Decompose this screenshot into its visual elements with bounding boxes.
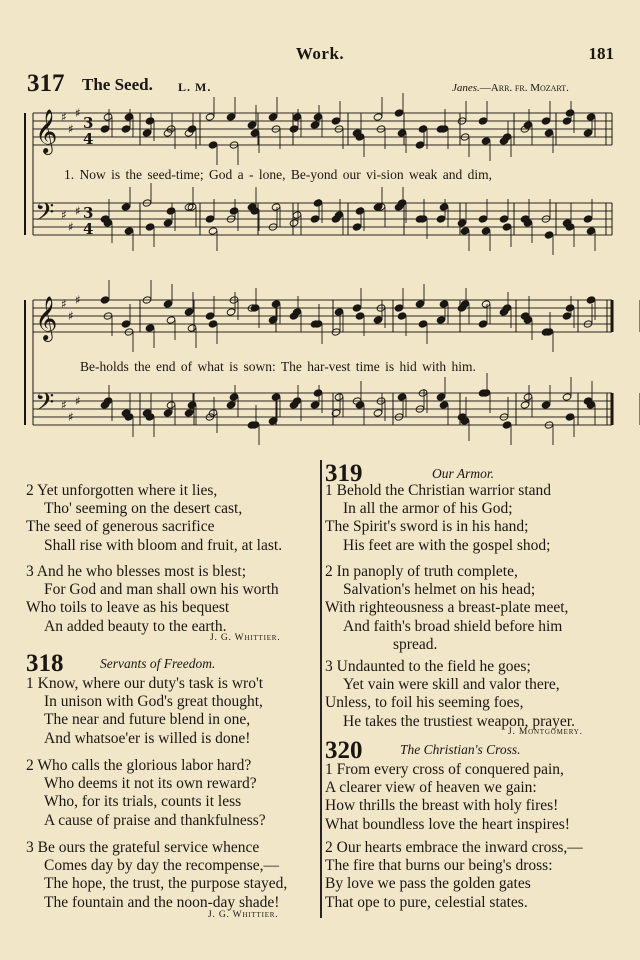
note-head: [541, 401, 551, 409]
verse-line: He takes the trustiest weapon, prayer.: [343, 712, 575, 730]
verse-line: The Spirit's sword is in his hand;: [325, 518, 529, 536]
page-number: 181: [588, 44, 614, 63]
verse-line: Tho' seeming on the desert cast,: [44, 500, 243, 518]
verse-line: The seed of generous sacrifice: [26, 518, 215, 536]
note-head: [373, 113, 383, 121]
hymn-317-number: 317: [27, 70, 65, 97]
note-head: [145, 117, 155, 125]
note-head: [121, 125, 131, 133]
verse-line: Who toils to leave as his bequest: [26, 599, 230, 617]
note-head: [334, 393, 344, 401]
note-head: [163, 300, 173, 308]
verse-line: 1 Know, where our duty's task is wro't: [26, 675, 264, 692]
verse-line: And whatsoe'er is willed is done!: [44, 729, 251, 747]
verse-line: 2 Who calls the glorious labor hard?: [26, 757, 252, 774]
note-head: [415, 141, 425, 149]
verse-line: The fire that burns our being's dross:: [325, 857, 553, 875]
note-head: [121, 320, 131, 328]
verse-line: Who, for its trials, counts it less: [44, 793, 242, 811]
note-head: [355, 401, 365, 409]
note-head: [334, 308, 344, 316]
note-head: [352, 223, 362, 231]
verse-line: spread.: [393, 635, 438, 653]
note-head: [352, 304, 362, 312]
note-head: [544, 129, 554, 137]
note-head: [184, 308, 194, 316]
sharp-icon: ♯: [75, 293, 81, 307]
note-head: [187, 401, 197, 409]
note-head: [586, 227, 596, 235]
note-head: [523, 393, 533, 401]
bass-clef-icon: 𝄢: [35, 198, 55, 233]
verse-line: His feet are with the gospel shod;: [343, 536, 551, 554]
note-head: [583, 215, 593, 223]
note-head: [205, 113, 215, 121]
note-head: [103, 113, 113, 121]
sharp-icon: ♯: [75, 394, 81, 408]
sharp-icon: ♯: [68, 220, 74, 234]
verse-line: 2 In panoply of truth complete,: [325, 563, 518, 580]
note-head: [478, 117, 488, 125]
note-head: [562, 312, 572, 320]
column-divider: [320, 460, 322, 918]
verse-line: 3 Undaunted to the field he goes;: [325, 658, 531, 675]
note-head: [292, 308, 302, 316]
note-head: [313, 389, 323, 397]
hymn-317-lyric-line-1: 1. Now is the seed-time; God a - lone, Be-yond our vi-sion weak and dim,: [64, 167, 493, 182]
note-head: [562, 393, 572, 401]
note-head: [502, 133, 512, 141]
bar-lines: [25, 113, 640, 425]
sharp-icon: ♯: [75, 106, 81, 120]
note-head: [520, 401, 530, 409]
verse-line: Yet vain were skill and valor there,: [343, 676, 560, 694]
note-head: [439, 203, 449, 211]
verse-line: 1 Behold the Christian warrior stand: [325, 482, 551, 499]
note-head: [310, 121, 320, 129]
note-head: [226, 308, 236, 316]
hymn-318-title: Servants of Freedom.: [100, 656, 216, 671]
note-head: [565, 109, 575, 117]
sharp-icon: ♯: [61, 398, 67, 412]
note-head: [523, 121, 533, 129]
note-head: [166, 316, 176, 324]
note-head: [502, 421, 512, 429]
hymn-318-verse-2: [26, 757, 266, 830]
hymn-319-number: 319: [325, 460, 363, 487]
note-head: [289, 219, 299, 227]
note-head: [205, 312, 215, 320]
note-head: [187, 324, 197, 332]
hymn-319-verse-2: [325, 563, 568, 654]
note-head: [460, 300, 470, 308]
note-head: [208, 409, 218, 417]
arranger: —Arr. fr. Mozart.: [479, 82, 569, 94]
note-head: [499, 215, 509, 223]
verse-line: With righteousness a breast-plate meet,: [325, 599, 569, 617]
note-head: [355, 312, 365, 320]
note-head: [271, 203, 281, 211]
hymn-317-title: The Seed.: [82, 75, 153, 94]
note-head: [292, 211, 302, 219]
verse-line: 3 And he who blesses most is blest;: [26, 563, 247, 580]
note-head: [373, 409, 383, 417]
hymn-319-verse-1: [325, 482, 551, 555]
note-head: [142, 129, 152, 137]
sharp-icon: ♯: [68, 410, 74, 424]
note-head: [394, 304, 404, 312]
music-score: [0, 0, 640, 460]
verse-line: Unless, to foil his seeming foes,: [325, 694, 524, 712]
sharp-icon: ♯: [75, 204, 81, 218]
note-head: [292, 113, 302, 121]
hymn-319-title: Our Armor.: [432, 466, 495, 481]
sharp-icon: ♯: [68, 122, 74, 136]
verse-line: Comes day by day the recompense,—: [44, 857, 280, 875]
verse-line: How thrills the breast with holy fires!: [325, 797, 559, 815]
note-head: [502, 304, 512, 312]
hymn-317-meter: L. M.: [178, 80, 212, 94]
note-head: [310, 215, 320, 223]
note-head: [439, 401, 449, 409]
verse-line: A cause of praise and thankfulness?: [44, 811, 266, 829]
note-head: [397, 129, 407, 137]
note-head: [268, 113, 278, 121]
note-head: [331, 117, 341, 125]
note-head: [292, 397, 302, 405]
note-head: [436, 215, 446, 223]
verse-line: The hope, the trust, the purpose stayed,: [44, 875, 288, 893]
hymn-318-verse-1: [26, 675, 263, 748]
note-head: [562, 117, 572, 125]
note-head: [478, 320, 488, 328]
note-head: [100, 125, 110, 133]
sharp-icon: ♯: [68, 309, 74, 323]
note-head: [166, 401, 176, 409]
note-head: [460, 227, 470, 235]
note-head: [229, 207, 239, 215]
verse-line: For God and man shall own his worth: [44, 581, 279, 599]
time-signature: 4: [83, 130, 94, 148]
note-head: [103, 397, 113, 405]
note-head: [229, 393, 239, 401]
note-head: [502, 223, 512, 231]
note-head: [226, 401, 236, 409]
note-head: [457, 219, 467, 227]
note-head: [334, 211, 344, 219]
hymn-320-verse-1: [325, 761, 570, 834]
note-head: [100, 296, 110, 304]
note-head: [313, 113, 323, 121]
note-head: [187, 125, 197, 133]
note-head: [163, 219, 173, 227]
hymn-320-verse-2: [325, 839, 583, 912]
note-head: [310, 401, 320, 409]
verse-line: And faith's broad shield before him: [343, 617, 563, 635]
note-head: [418, 320, 428, 328]
note-head: [583, 129, 593, 137]
note-head: [124, 227, 134, 235]
note-head: [145, 223, 155, 231]
note-head: [439, 300, 449, 308]
note-head: [355, 207, 365, 215]
hymn-320-number: 320: [325, 737, 363, 764]
hymn-317-verse-2: [26, 482, 282, 555]
note-head: [397, 199, 407, 207]
verse-line: The fountain and the noon-day shade!: [44, 893, 280, 911]
verse-line: What boundless love the heart inspires!: [325, 815, 570, 833]
hymn-318-verse-3: [26, 839, 287, 912]
hymn-320-title: The Christian's Cross.: [400, 742, 521, 757]
note-head: [544, 231, 554, 239]
note-head: [247, 121, 257, 129]
note-head: [478, 215, 488, 223]
hymn-317-author: J. G. Whittier.: [210, 633, 281, 643]
note-head: [313, 199, 323, 207]
time-signature: 4: [83, 220, 94, 238]
note-head: [289, 125, 299, 133]
note-head: [163, 129, 173, 137]
note-head: [397, 312, 407, 320]
time-signature: 3: [83, 114, 94, 132]
verse-line: An added beauty to the earth.: [44, 617, 227, 635]
note-head: [415, 300, 425, 308]
note-head: [205, 215, 215, 223]
hymn-317-lyric-line-2: Be-holds the end of what is sown: The har-vest time is hid with him.: [80, 359, 476, 374]
note-head: [166, 207, 176, 215]
verse-line: Shall rise with bloom and fruit, at last.: [44, 536, 283, 554]
note-head: [481, 227, 491, 235]
verse-line: Salvation's helmet on his head;: [343, 581, 536, 599]
note-head: [226, 113, 236, 121]
note-head: [436, 316, 446, 324]
staff-lines: [33, 113, 612, 425]
verse-line: The near and future blend in one,: [44, 711, 251, 729]
clefs: [35, 106, 93, 424]
note-head: [565, 413, 575, 421]
note-head: [541, 117, 551, 125]
note-head: [145, 324, 155, 332]
verse-line: In unison with God's great thought,: [44, 693, 263, 711]
note-head: [481, 137, 491, 145]
hymn-318-number: 318: [26, 650, 64, 677]
note-head: [208, 227, 218, 235]
note-head: [121, 203, 131, 211]
verse-line: By love we pass the golden gates: [325, 875, 531, 893]
hymn-318-author: J. G. Whittier.: [208, 910, 279, 920]
note-head: [586, 113, 596, 121]
note-head: [418, 125, 428, 133]
note-head: [481, 300, 491, 308]
verse-line: Who deems it not its own reward?: [44, 775, 257, 793]
treble-clef-icon: 𝄞: [35, 296, 58, 340]
note-head: [394, 109, 404, 117]
note-head: [124, 113, 134, 121]
hymn-319-author: J. Montgomery.: [508, 727, 583, 737]
note-head: [208, 141, 218, 149]
verse-line: 2 Yet unforgotten where it lies,: [26, 482, 218, 499]
bass-clef-icon: 𝄢: [35, 388, 55, 423]
note-heads: [100, 93, 596, 445]
sharp-icon: ♯: [61, 297, 67, 311]
verse-line: 2 Our hearts embrace the inward cross,—: [325, 839, 583, 856]
time-signature: 3: [83, 204, 94, 222]
verse-line: 1 From every cross of conquered pain,: [325, 761, 564, 778]
treble-clef-icon: 𝄞: [35, 109, 58, 153]
note-head: [208, 320, 218, 328]
running-head: Work.: [295, 44, 345, 63]
sharp-icon: ♯: [61, 208, 67, 222]
note-head: [184, 409, 194, 417]
verse-line: A clearer view of heaven we gain:: [325, 779, 537, 797]
hymn-319-verse-3: [325, 658, 575, 731]
hymn-317-verse-3: [26, 563, 279, 636]
note-head: [163, 409, 173, 417]
verse-line: In all the armor of his God;: [343, 500, 513, 518]
verse-line: That ope to pure, celestial states.: [325, 893, 528, 911]
tune-name: Janes.: [452, 82, 480, 94]
note-head: [565, 304, 575, 312]
note-head: [373, 316, 383, 324]
note-head: [397, 393, 407, 401]
note-head: [586, 296, 596, 304]
verse-line: 3 Be ours the grateful service whence: [26, 839, 260, 856]
note-head: [436, 393, 446, 401]
sharp-icon: ♯: [61, 110, 67, 124]
